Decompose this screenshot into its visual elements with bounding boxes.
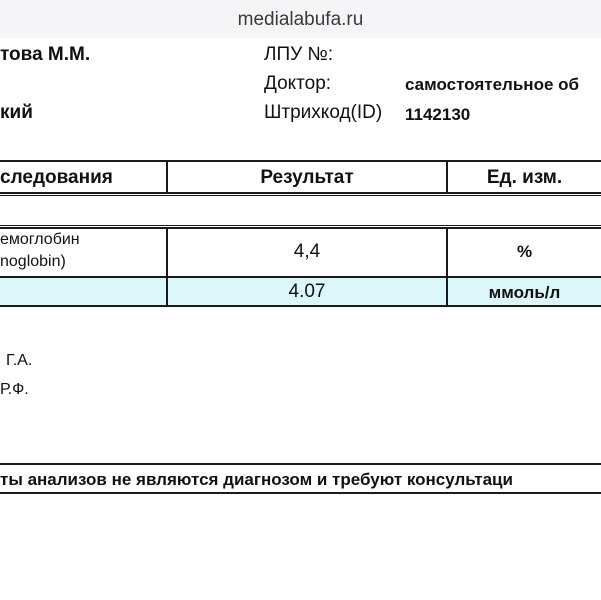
browser-address-bar[interactable] bbox=[0, 0, 601, 39]
doctor-value: самостоятельное об bbox=[405, 75, 580, 94]
signature-line-1: Г.А. bbox=[6, 352, 33, 369]
col-header-unit: Ед. изм. bbox=[486, 167, 563, 188]
lpu-label: ЛПУ №: bbox=[264, 44, 334, 65]
barcode-value: 1142130 bbox=[405, 105, 471, 124]
row1-result: 4,4 bbox=[293, 241, 321, 262]
url-text[interactable]: medialabufa.ru bbox=[237, 9, 364, 30]
col-header-test: следования bbox=[0, 167, 113, 188]
signature-line-2: Р.Ф. bbox=[0, 381, 29, 398]
patient-info-fragment: кий bbox=[0, 102, 33, 123]
doctor-label: Доктор: bbox=[264, 73, 332, 94]
row1-test-name-line1: емоглобин bbox=[0, 231, 80, 248]
row1-unit: % bbox=[516, 242, 533, 261]
barcode-label: Штрихкод(ID) bbox=[264, 102, 383, 123]
patient-name: това М.М. bbox=[0, 44, 91, 65]
row2-unit: ммоль/л bbox=[488, 283, 561, 302]
col-header-result: Результат bbox=[260, 167, 354, 188]
row1-test-name-line2: noglobin) bbox=[0, 253, 66, 270]
row2-result: 4.07 bbox=[288, 281, 326, 302]
disclaimer-text: ты анализов не являются диагнозом и требуют консультаци bbox=[0, 470, 513, 489]
lab-report-document bbox=[0, 38, 601, 600]
